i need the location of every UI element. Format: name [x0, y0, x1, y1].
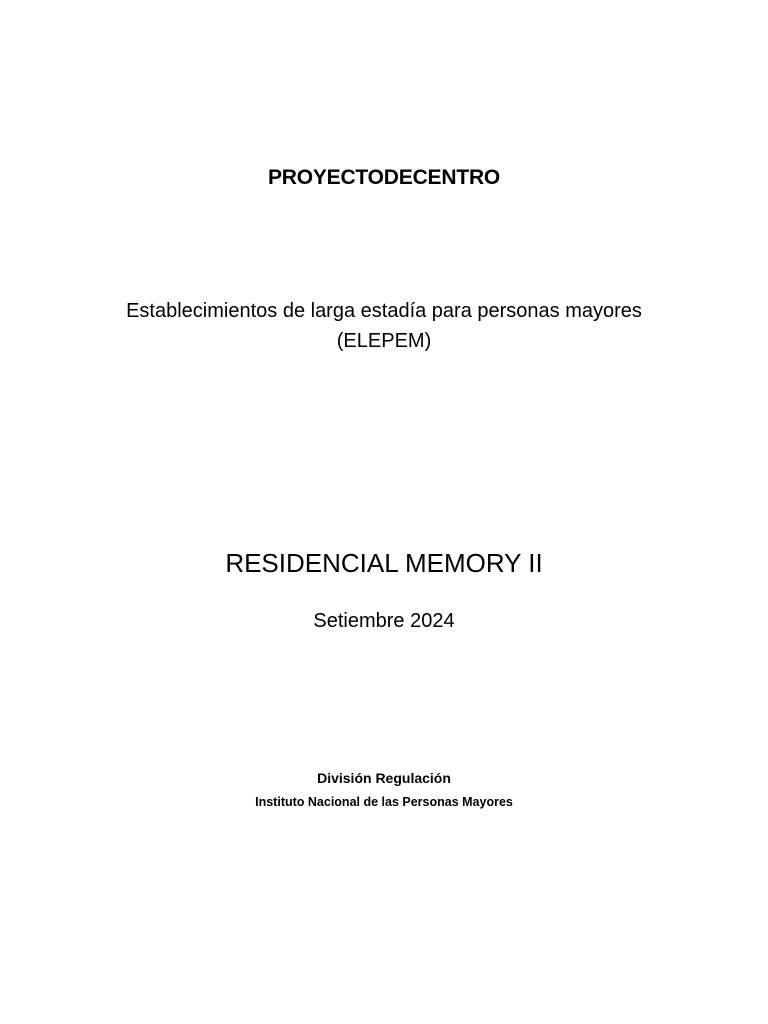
document-date: Setiembre 2024	[313, 610, 455, 632]
residence-name: RESIDENCIAL MEMORY II	[225, 548, 543, 578]
document-subtitle	[0, 296, 768, 356]
division-name: División Regulación	[317, 770, 451, 786]
subtitle-line-2: (ELEPEM)	[336, 330, 432, 352]
institute-name: Instituto Nacional de las Personas Mayores	[255, 795, 513, 809]
subtitle-line-1: Establecimientos de larga estadía para personas mayores	[126, 300, 642, 322]
project-title: PROYECTODECENTRO	[267, 166, 501, 189]
